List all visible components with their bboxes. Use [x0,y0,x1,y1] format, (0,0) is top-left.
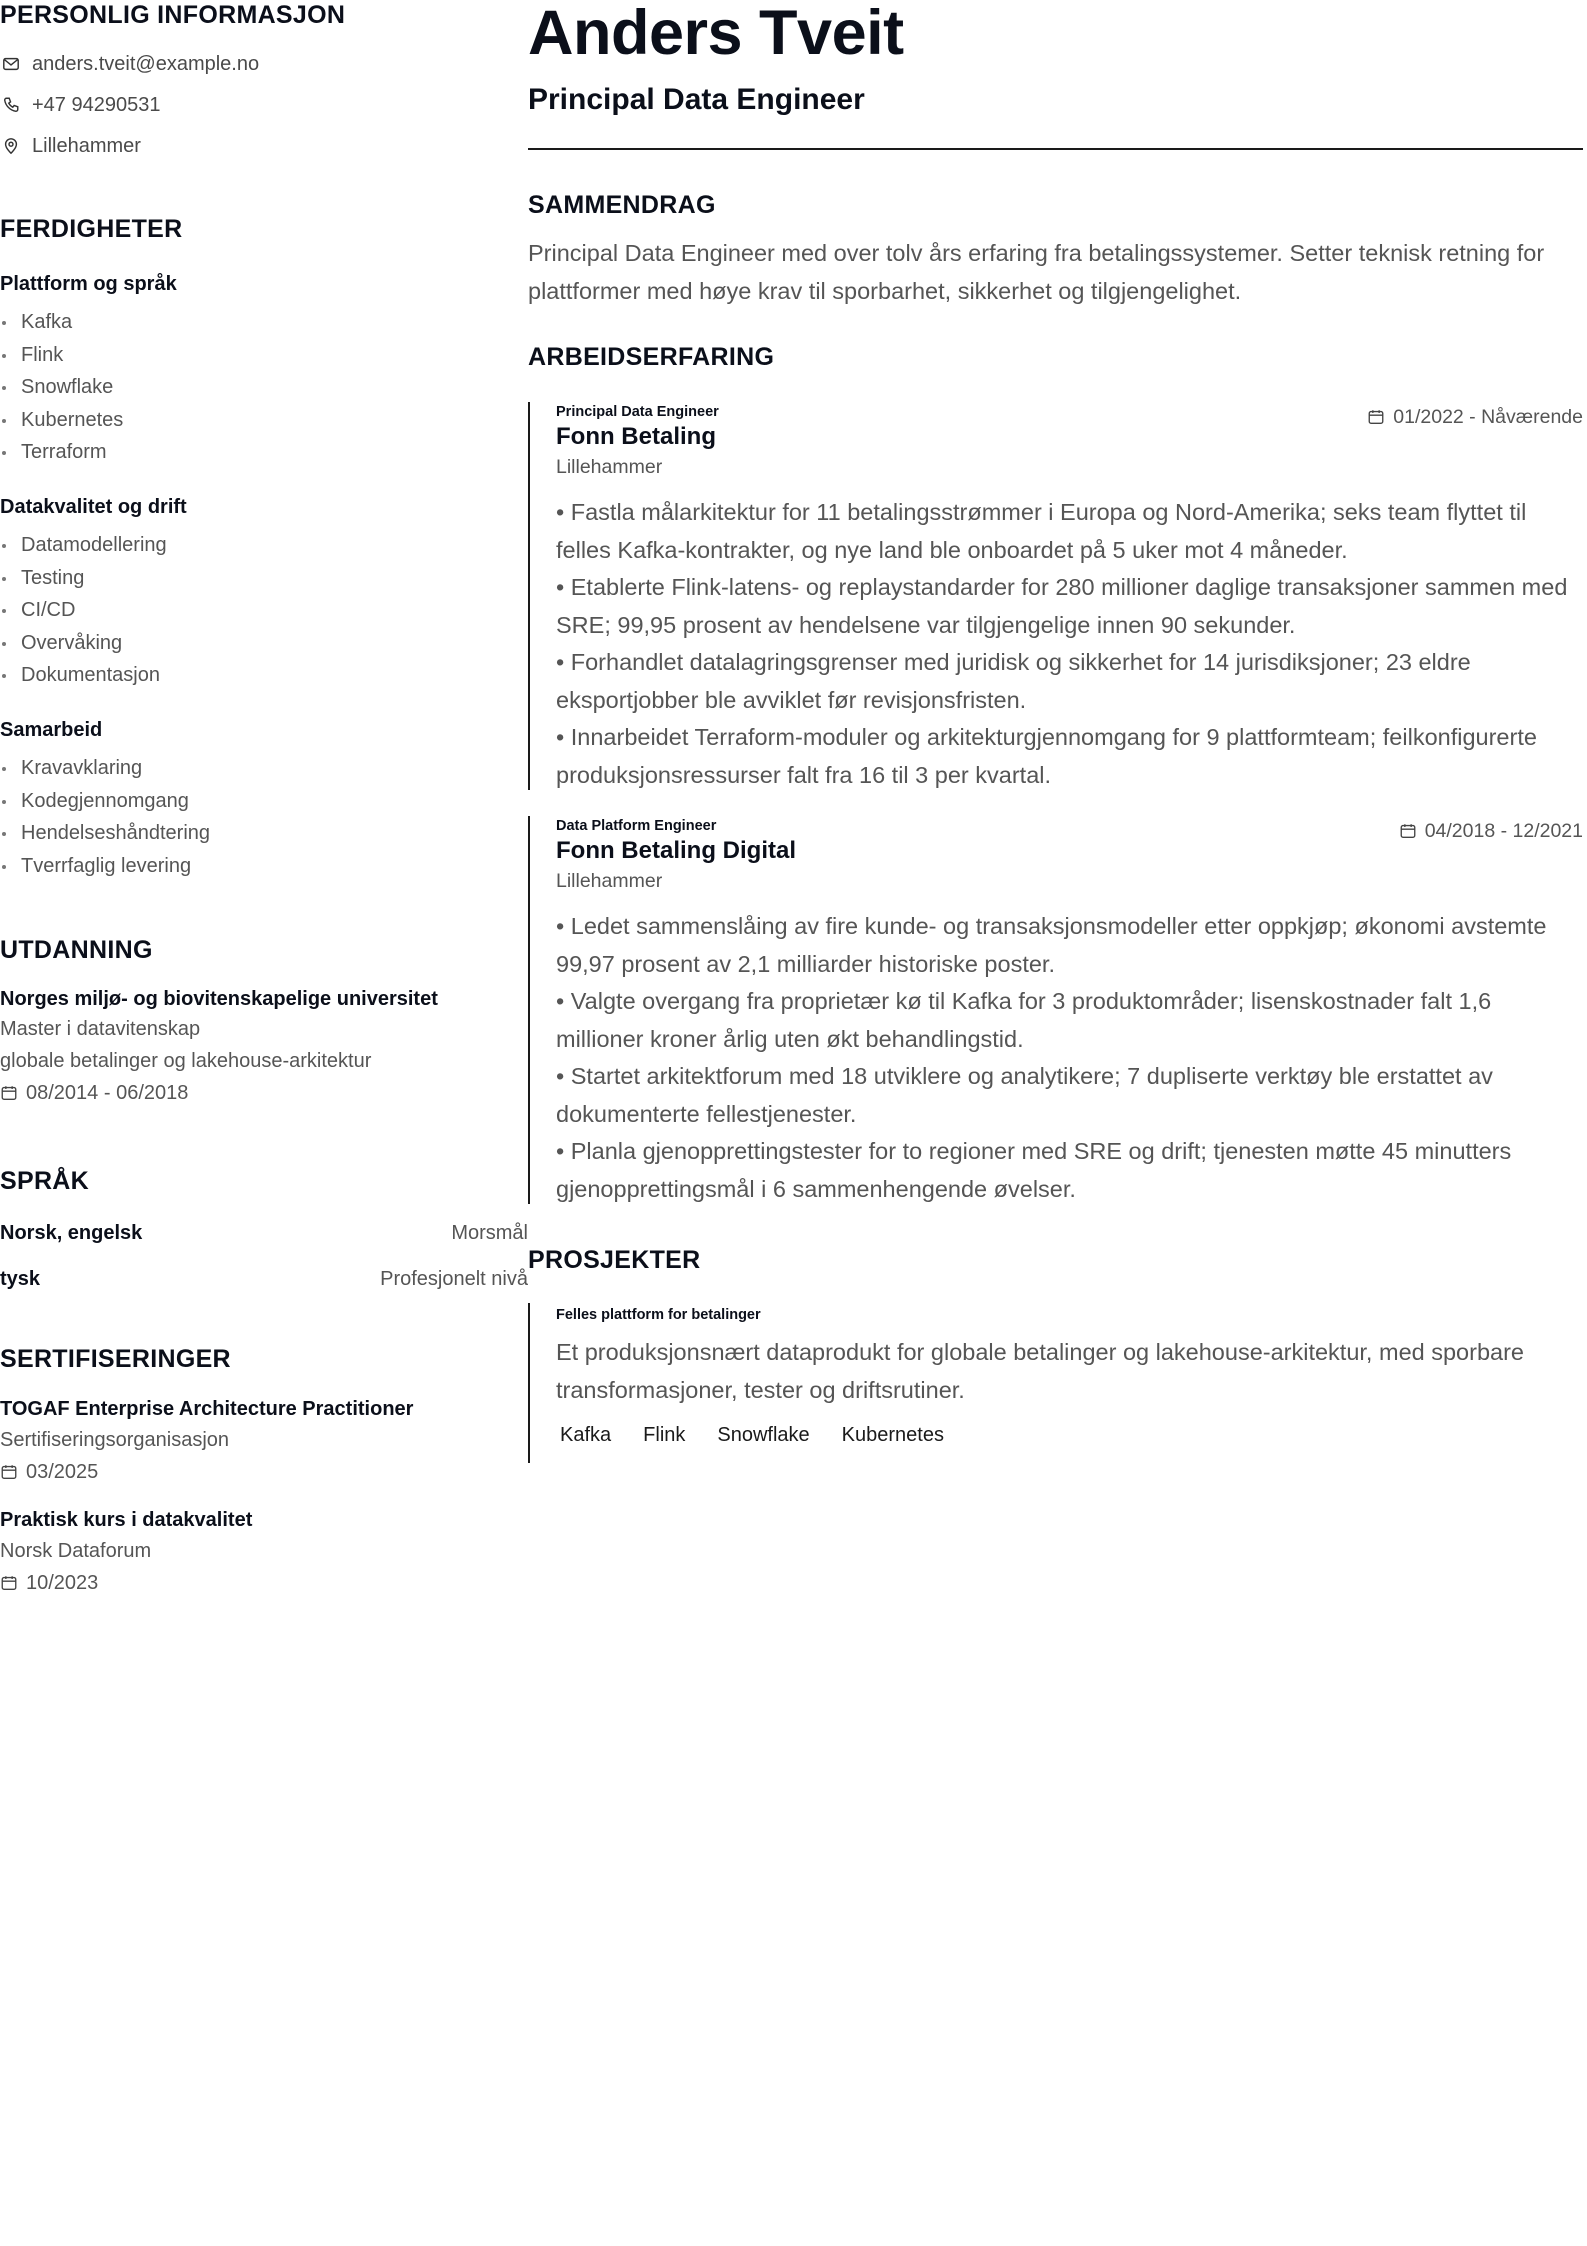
project-tags [548,1415,1583,1455]
contact-email[interactable] [0,44,259,84]
skill-group [0,716,528,882]
skill-group [0,270,528,469]
contact-location [0,126,141,166]
job-bullet: • Innarbeidet Terraform-moduler og arkitekturgjennomgang for 9 plattformteam; feilkonfigurerte produksjonsressurser falt fra 16 til 3 per kvartal. [556,724,1537,788]
job-dates [1367,404,1583,430]
skills-section [0,214,528,877]
job-location: Lillehammer [556,456,663,478]
skill-item: Kafka [0,306,528,339]
skill-list [0,306,528,469]
skill-item: Tverrfaglig levering [0,850,528,883]
job-bullets [556,908,1583,1208]
project-tag: Kafka [560,1424,612,1446]
skill-item: Datamodellering [0,529,528,562]
candidate-role: Principal Data Engineer [528,83,865,116]
location-pin-icon [0,135,22,157]
job-dates-text: 01/2022 - Nåværende [1393,406,1583,428]
skill-item: CI/CD [0,594,528,627]
phone-text: +47 94290531 [32,93,161,116]
certification-date-text: 10/2023 [26,1572,99,1594]
project-entry [528,1303,1583,1463]
language-row [0,1256,528,1302]
job-dates [1399,818,1583,844]
project-title: Felles plattform for betalinger [556,1307,761,1323]
skill-group [0,493,528,692]
job-title: Principal Data Engineer [556,404,719,420]
education-degree: Master i datavitenskap [0,1018,201,1040]
skill-list [0,529,528,692]
skill-item: Kubernetes [0,404,528,437]
job-bullet: • Forhandlet datalagringsgrenser med juridisk og sikkerhet for 14 jurisdiksjoner; 23 eldre eksportjobber ble avviklet før revisjonsfristen. [556,649,1471,713]
certification-date [0,1456,528,1488]
job-bullet: • Valgte overgang fra proprietær kø til Kafka for 3 produktområder; lisenskostnader falt 1,6 millioner kroner årlig uten økt behandlingstid. [556,988,1492,1052]
skill-item: Dokumentasjon [0,659,528,692]
education-dates-text: 08/2014 - 06/2018 [26,1082,189,1104]
summary-text: Principal Data Engineer med over tolv års erfaring fra betalingssystemer. Setter teknisk retning for plattformer med høye krav til sporbarhet, sikkerhet og tilgjengelighet. [528,240,1545,304]
section-heading: SERTIFISERINGER [0,1345,231,1373]
job-dates-text: 04/2018 - 12/2021 [1424,820,1583,842]
project-description: Et produksjonsnært dataprodukt for globale betalinger og lakehouse-arkitektur, med sporbare transformasjoner, tester og driftsrutiner. [556,1339,1524,1403]
skill-item: Overvåking [0,627,528,660]
certification-date-text: 03/2025 [26,1461,99,1483]
projects-section [528,1245,1583,1446]
education-focus: globale betalinger og lakehouse-arkitektur [0,1050,372,1072]
language-name: Norsk, engelsk [0,1221,143,1244]
location-text: Lillehammer [32,134,141,157]
section-heading: PERSONLIG INFORMASJON [0,1,346,29]
resume-header [528,0,1583,116]
education-dates [0,1077,528,1109]
job-bullet: • Startet arkitektforum med 18 utviklere og analytikere; 7 dupliserte verktøy ble erstattet av dokumenterte fellestjenester. [556,1063,1493,1127]
section-heading: UTDANNING [0,936,153,964]
skill-group-title: Datakvalitet og drift [0,496,187,518]
skill-item: Kravavklaring [0,752,528,785]
certification-item [0,1505,528,1599]
language-name: tysk [0,1267,41,1290]
skill-item: Terraform [0,436,528,469]
certification-item [0,1394,528,1488]
email-text: anders.tveit@example.no [32,52,260,75]
skill-list [0,752,528,882]
job-company: Fonn Betaling Digital [556,837,796,864]
calendar-icon [1367,408,1385,426]
language-level: Morsmål [451,1221,528,1244]
job-entry [528,816,1583,1204]
education-school: Norges miljø- og biovitenskapelige universitet [0,988,438,1010]
section-heading: SAMMENDRAG [528,191,716,219]
languages-section [0,1166,528,1290]
language-level: Profesjonelt nivå [380,1267,528,1290]
section-heading: ARBEIDSERFARING [528,343,775,371]
skill-group-title: Samarbeid [0,719,103,741]
calendar-icon [0,1574,18,1592]
skill-item: Flink [0,339,528,372]
skill-item: Hendelseshåndtering [0,817,528,850]
certifications-section [0,1344,528,1594]
job-bullet: • Planla gjenopprettingstester for to regioner med SRE og drift; tjenesten møtte 45 minutters gjenopprettingsmål i 6 sammenhengende øvelser. [556,1138,1512,1202]
job-bullet: • Etablerte Flink-latens- og replaystandarder for 280 millioner daglige transaksjoner sammen med SRE; 99,95 prosent av hendelsene var tilgjengelige innen 90 sekunder. [556,574,1568,638]
job-title: Data Platform Engineer [556,818,717,834]
skill-group-title: Plattform og språk [0,273,177,295]
experience-section [528,342,1583,1202]
education-section [0,935,528,1104]
language-row [0,1210,528,1256]
certification-org: Norsk Dataforum [0,1540,152,1562]
project-tag: Kubernetes [841,1424,944,1446]
job-entry [528,402,1583,790]
candidate-name: Anders Tveit [528,0,904,68]
job-location: Lillehammer [556,870,663,892]
certification-org: Sertifiseringsorganisasjon [0,1429,230,1451]
calendar-icon [0,1463,18,1481]
contact-phone[interactable] [0,85,160,125]
personal-info-section [0,0,528,157]
certification-date [0,1567,528,1599]
certification-name: Praktisk kurs i datakvalitet [0,1509,253,1531]
phone-icon [0,94,22,116]
header-divider [528,148,1583,150]
section-heading: SPRÅK [0,1167,90,1195]
skill-item: Testing [0,562,528,595]
mail-icon [0,53,22,75]
calendar-icon [0,1084,18,1102]
job-bullets [556,494,1583,794]
certification-name: TOGAF Enterprise Architecture Practitioner [0,1398,414,1420]
project-tag: Snowflake [717,1424,810,1446]
summary-section [528,190,1583,304]
job-bullet: • Fastla målarkitektur for 11 betalingsstrømmer i Europa og Nord-Amerika; seks team flyttet til felles Kafka-kontrakter, og nye land ble onboardet på 5 uker mot 4 måneder. [556,499,1527,563]
job-bullet: • Ledet sammenslåing av fire kunde- og transaksjonsmodeller etter oppkjøp; økonomi avstemte 99,97 prosent av 2,1 milliarder historiske poster. [556,913,1547,977]
skill-item: Kodegjennomgang [0,785,528,818]
calendar-icon [1399,822,1417,840]
project-tag: Flink [643,1424,686,1446]
job-company: Fonn Betaling [556,423,716,450]
section-heading: PROSJEKTER [528,1246,701,1274]
section-heading: FERDIGHETER [0,215,183,243]
skill-item: Snowflake [0,371,528,404]
